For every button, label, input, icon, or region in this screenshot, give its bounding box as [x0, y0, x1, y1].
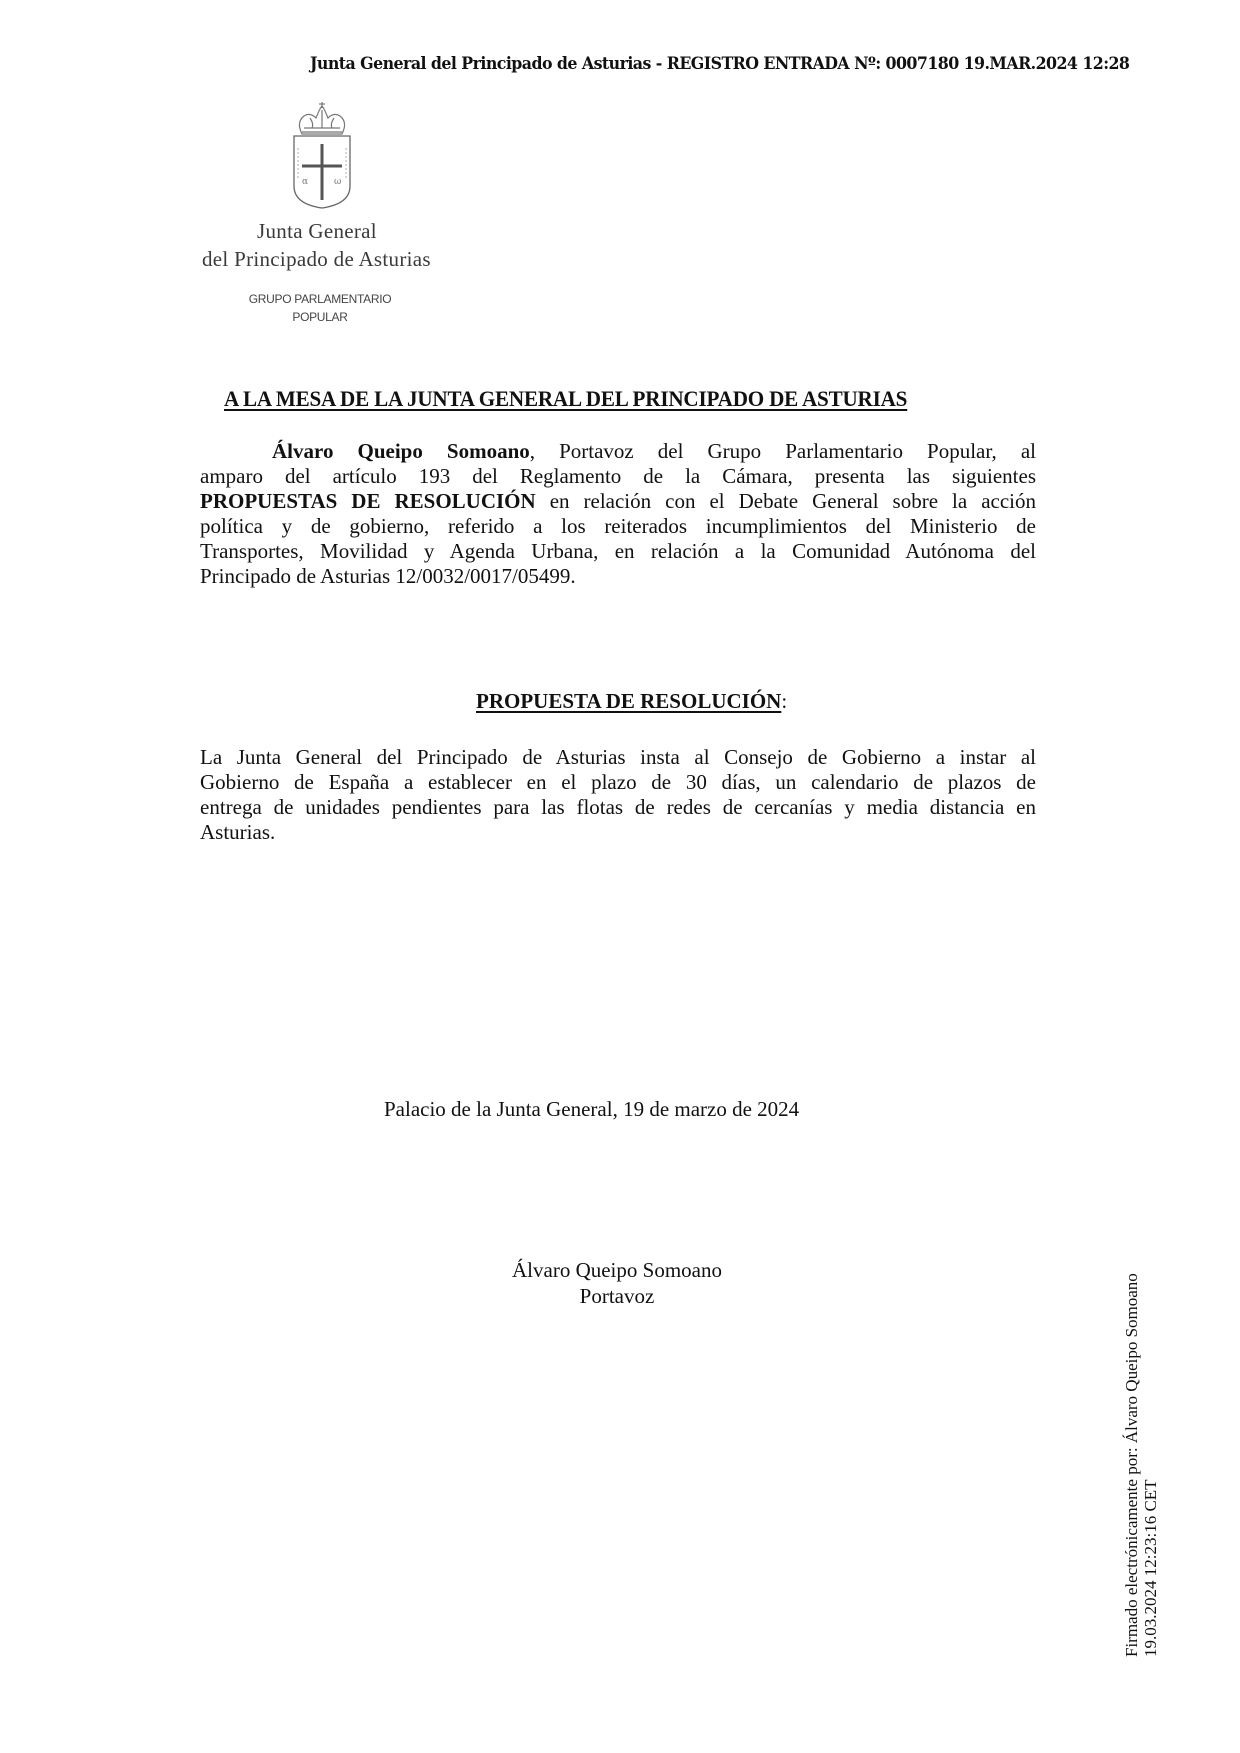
- registry-stamp: Junta General del Principado de Asturias - REGISTRO ENTRADA Nº: 0007180 19.MAR.2024 12:28: [310, 54, 1130, 74]
- electronic-signature-signer: Firmado electrónicamente por: Álvaro Queipo Somoano: [1122, 1273, 1141, 1657]
- place-date: Palacio de la Junta General, 19 de marzo de 2024: [384, 1097, 800, 1121]
- institution-name-line2: del Principado de Asturias: [202, 247, 431, 271]
- shield-icon: [294, 136, 350, 208]
- signer-role: Portavoz: [579, 1284, 655, 1308]
- group-name-line2: POPULAR: [292, 310, 348, 324]
- electronic-signature: [1122, 1273, 1160, 1657]
- intro-line-text: en relación con el Debate General sobre la acción: [535, 489, 1037, 513]
- proposal-line: entrega de unidades pendientes para las flotas de redes de cercanías y media distancia en: [200, 795, 1036, 819]
- intro-line: Transportes, Movilidad y Agenda Urbana, en relación a la Comunidad Autónoma del: [200, 539, 1036, 563]
- signer-name: Álvaro Queipo Somoano: [512, 1258, 722, 1282]
- proposal-line: Gobierno de España a establecer en el plazo de 30 días, un calendario de plazos de: [200, 770, 1036, 794]
- intro-line: Principado de Asturias 12/0032/0017/05499.: [200, 564, 576, 588]
- author-name: Álvaro Queipo Somoano: [272, 439, 530, 463]
- proposals-label: PROPUESTAS DE RESOLUCIÓN: [200, 489, 536, 513]
- proposal-heading-text: PROPUESTA DE RESOLUCIÓN: [476, 689, 782, 713]
- intro-line-text: , Portavoz del Grupo Parlamentario Popular, al: [529, 439, 1036, 463]
- intro-paragraph: [200, 439, 1036, 589]
- proposal-body: [200, 745, 1036, 845]
- proposal-line: Asturias.: [200, 820, 276, 844]
- intro-line: [200, 439, 1036, 464]
- intro-line: amparo del artículo 193 del Reglamento de la Cámara, presenta las siguientes: [200, 464, 1036, 488]
- svg-text:ω: ω: [334, 177, 342, 187]
- proposal-heading: [476, 689, 787, 714]
- svg-text:α: α: [302, 177, 309, 187]
- intro-line: política y de gobierno, referido a los reiterados incumplimientos del Ministerio de: [200, 514, 1036, 538]
- proposal-heading-colon: :: [781, 689, 788, 713]
- proposal-line: La Junta General del Principado de Asturias insta al Consejo de Gobierno a instar al: [200, 745, 1036, 769]
- addressee-heading: A LA MESA DE LA JUNTA GENERAL DEL PRINCIPADO DE ASTURIAS: [224, 386, 908, 411]
- intro-line: [200, 489, 1036, 514]
- group-name-line1: GRUPO PARLAMENTARIO: [248, 292, 392, 306]
- crown-icon: [299, 102, 344, 134]
- electronic-signature-timestamp: 19.03.2024 12:23:16 CET: [1141, 1479, 1160, 1657]
- institution-name-line1: Junta General: [257, 219, 377, 243]
- coat-of-arms-logo: [290, 100, 354, 212]
